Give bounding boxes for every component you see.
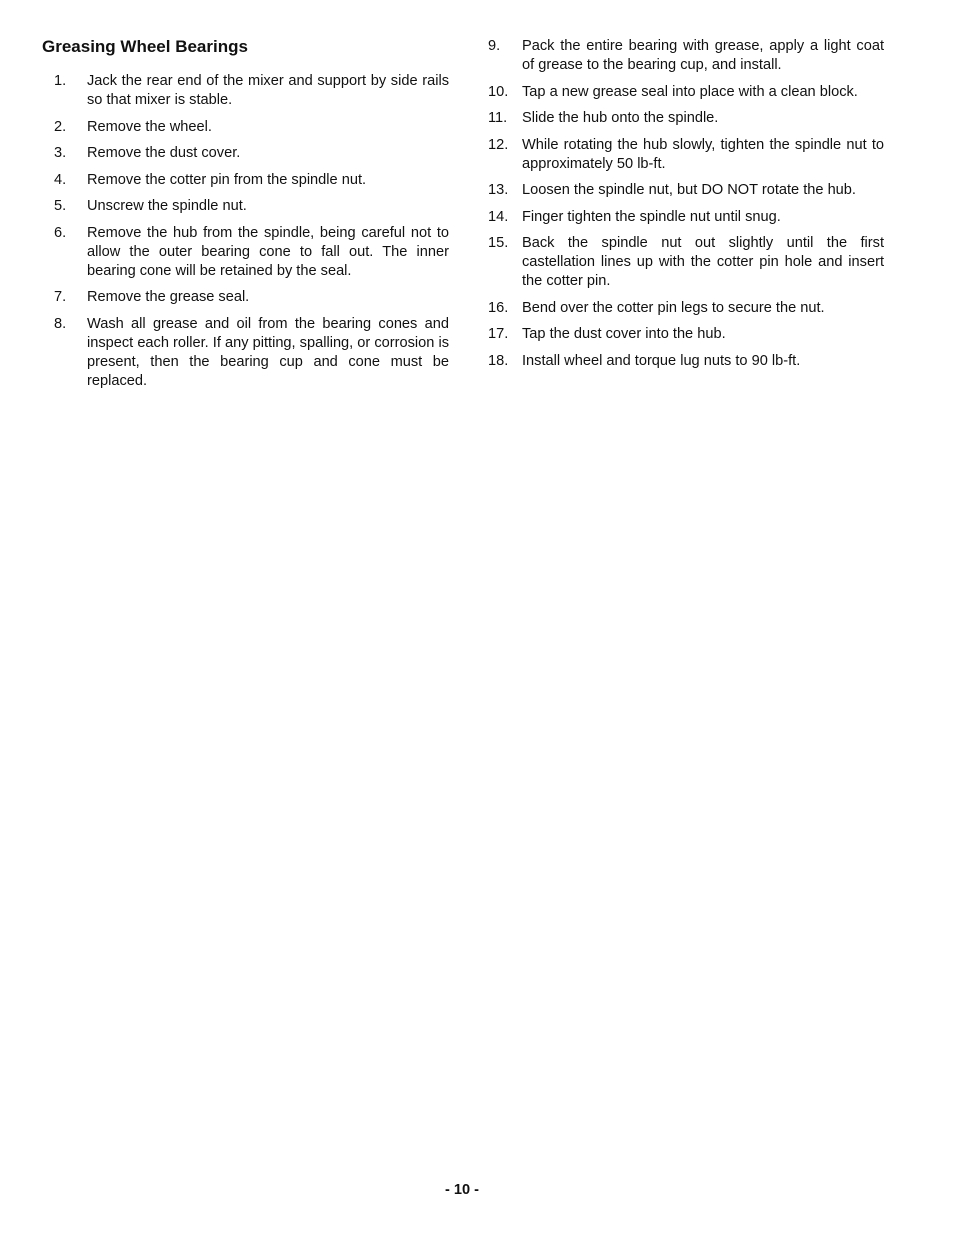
step-text: Tap a new grease seal into place with a clean block.	[522, 83, 858, 100]
step-number: 6.	[54, 224, 67, 241]
step-number: 18.	[488, 352, 509, 369]
step-text: Jack the rear end of the mixer and support by side rails so that mixer is stable.	[87, 73, 449, 108]
step-item	[488, 109, 884, 128]
step-text: Unscrew the spindle nut.	[87, 198, 247, 214]
step-text: Tap the dust cover into the hub.	[522, 326, 726, 342]
step-item	[488, 37, 884, 75]
step-number: 17.	[488, 326, 509, 342]
step-number: 9.	[488, 38, 501, 54]
step-number: 1.	[54, 73, 67, 89]
step-text: Back the spindle nut out slightly until the first castellation lines up with the cotter pin hole and insert the cotter pin.	[522, 235, 884, 289]
step-text: Wash all grease and oil from the bearing cones and inspect each roller. If any pitting, spalling, or corrosion is present, then the bearing cup and cone must be replaced.	[87, 315, 449, 389]
step-item	[488, 325, 884, 344]
step-item	[488, 299, 884, 318]
step-item	[42, 171, 449, 190]
right-column	[488, 37, 884, 378]
step-item	[488, 83, 884, 102]
step-item	[42, 144, 449, 163]
step-item	[42, 224, 449, 281]
step-text: Install wheel and torque lug nuts to 90 lb-ft.	[522, 352, 801, 369]
step-number: 3.	[54, 145, 67, 161]
step-text: Finger tighten the spindle nut until snug.	[522, 208, 781, 225]
step-text: Remove the dust cover.	[87, 145, 241, 161]
left-column	[42, 36, 449, 398]
step-text: Loosen the spindle nut, but DO NOT rotate the hub.	[522, 182, 856, 198]
step-number: 16.	[488, 299, 509, 316]
step-text: Remove the wheel.	[87, 118, 212, 135]
step-number: 2.	[54, 118, 67, 135]
step-item	[488, 352, 884, 371]
page-number: - 10 -	[444, 1182, 480, 1198]
step-text: Remove the hub from the spindle, being careful not to allow the outer bearing cone to fall out. The inner bearing cone will be retained by the seal.	[87, 224, 449, 279]
step-item	[488, 234, 884, 291]
step-number: 8.	[54, 315, 67, 332]
step-number: 4.	[54, 171, 67, 188]
section-heading: Greasing Wheel Bearings	[42, 37, 248, 56]
step-number: 13.	[488, 182, 509, 198]
step-number: 15.	[488, 235, 509, 251]
step-item	[42, 315, 449, 391]
step-number: 10.	[488, 83, 509, 100]
step-number: 5.	[54, 198, 67, 214]
step-text: Slide the hub onto the spindle.	[522, 110, 719, 126]
step-item	[488, 181, 884, 200]
step-list-left	[42, 72, 449, 391]
step-item	[42, 288, 449, 307]
step-text: Pack the entire bearing with grease, apply a light coat of grease to the bearing cup, and install.	[522, 38, 884, 73]
step-text: While rotating the hub slowly, tighten the spindle nut to approximately 50 lb-ft.	[522, 136, 884, 172]
step-text: Remove the cotter pin from the spindle nut.	[87, 171, 367, 188]
step-list-right	[488, 37, 884, 371]
step-item	[42, 118, 449, 137]
step-item	[42, 72, 449, 110]
step-number: 12.	[488, 136, 509, 153]
step-item	[488, 208, 884, 227]
step-item	[42, 197, 449, 216]
step-number: 14.	[488, 208, 509, 225]
step-number: 7.	[54, 289, 67, 305]
step-text: Bend over the cotter pin legs to secure the nut.	[522, 299, 825, 316]
step-text: Remove the grease seal.	[87, 289, 250, 305]
step-item	[488, 136, 884, 174]
step-number: 11.	[488, 110, 508, 126]
